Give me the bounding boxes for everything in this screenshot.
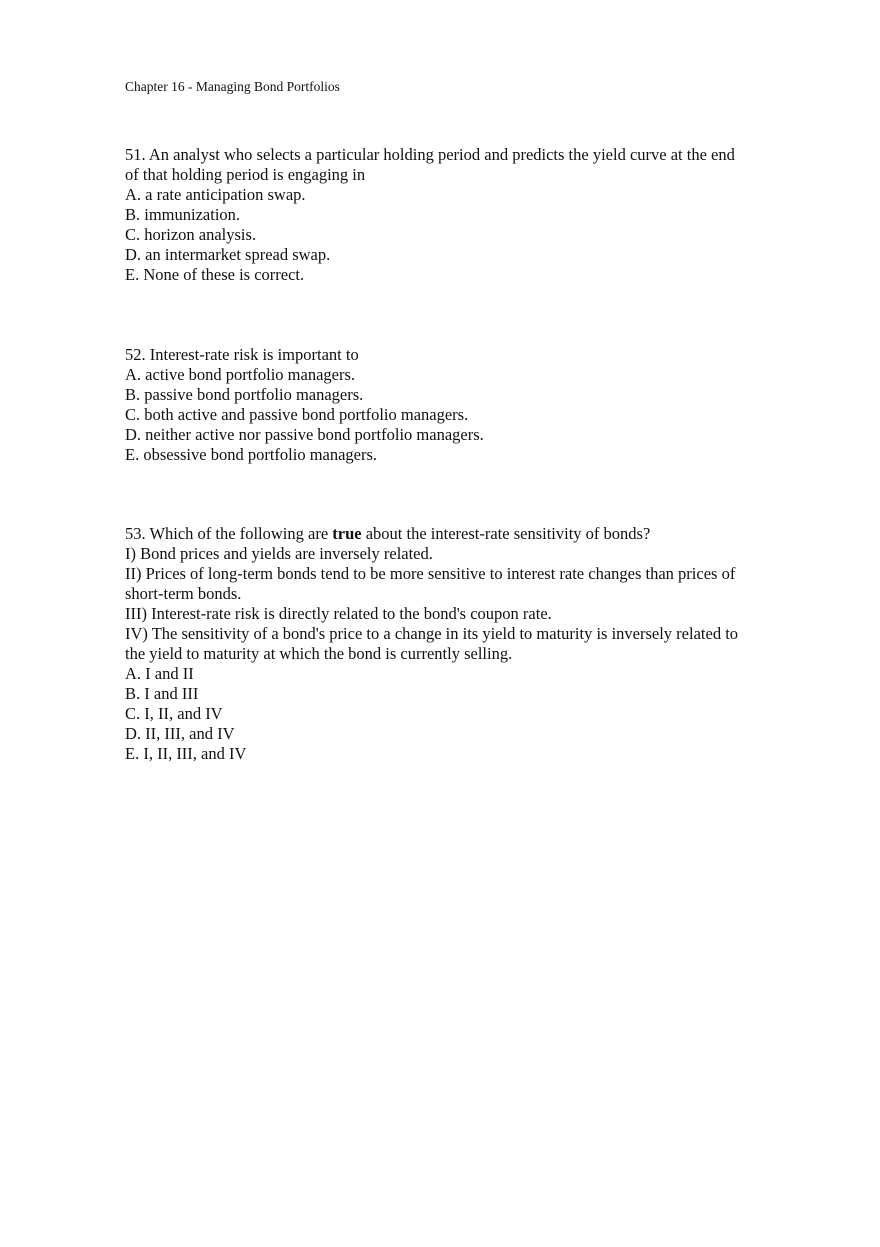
answer-option-b: B. immunization.: [125, 205, 241, 224]
answer-option-e: E. None of these is correct.: [125, 265, 305, 284]
stem-text-after: about the interest-rate sensitivity of bonds?: [361, 524, 651, 543]
stem-line: 52. Interest-rate risk is important to: [125, 345, 359, 364]
statement-i: I) Bond prices and yields are inversely related.: [125, 544, 433, 563]
statement-iv-cont: the yield to maturity at which the bond is currently selling.: [125, 644, 513, 663]
statement-iv: IV) The sensitivity of a bond's price to a change in its yield to maturity is inversely related to: [125, 624, 739, 643]
answer-option-c: C. both active and passive bond portfolio managers.: [125, 405, 469, 424]
answer-option-a: A. I and II: [125, 664, 194, 683]
stem-text-before: 53. Which of the following are: [125, 524, 333, 543]
question-stem: [125, 345, 785, 365]
answer-option-a: A. a rate anticipation swap.: [125, 185, 306, 204]
question-51: [125, 145, 785, 285]
chapter-header: Chapter 16 - Managing Bond Portfolios: [125, 79, 340, 94]
answer-option-b: B. passive bond portfolio managers.: [125, 385, 364, 404]
stem-line: 51. An analyst who selects a particular holding period and predicts the yield curve at the end: [125, 145, 735, 164]
stem-emphasis: true: [332, 524, 362, 543]
statement-ii: II) Prices of long-term bonds tend to be more sensitive to interest rate changes than prices of: [125, 564, 736, 583]
question-stem: [125, 145, 785, 185]
question-53: [125, 524, 785, 764]
stem-line: of that holding period is engaging in: [125, 165, 366, 184]
stem-line: [125, 524, 785, 544]
answer-option-c: C. I, II, and IV: [125, 704, 223, 723]
statement-ii-cont: short-term bonds.: [125, 584, 242, 603]
answer-option-d: D. an intermarket spread swap.: [125, 245, 331, 264]
answer-option-e: E. I, II, III, and IV: [125, 744, 247, 763]
question-52: [125, 345, 785, 465]
answer-option-a: A. active bond portfolio managers.: [125, 365, 356, 384]
statement-iii: III) Interest-rate risk is directly related to the bond's coupon rate.: [125, 604, 552, 623]
answer-option-e: E. obsessive bond portfolio managers.: [125, 445, 378, 464]
answer-option-c: C. horizon analysis.: [125, 225, 257, 244]
answer-option-d: D. II, III, and IV: [125, 724, 235, 743]
question-stem: [125, 524, 785, 544]
answer-option-b: B. I and III: [125, 684, 199, 703]
answer-option-d: D. neither active nor passive bond portfolio managers.: [125, 425, 484, 444]
